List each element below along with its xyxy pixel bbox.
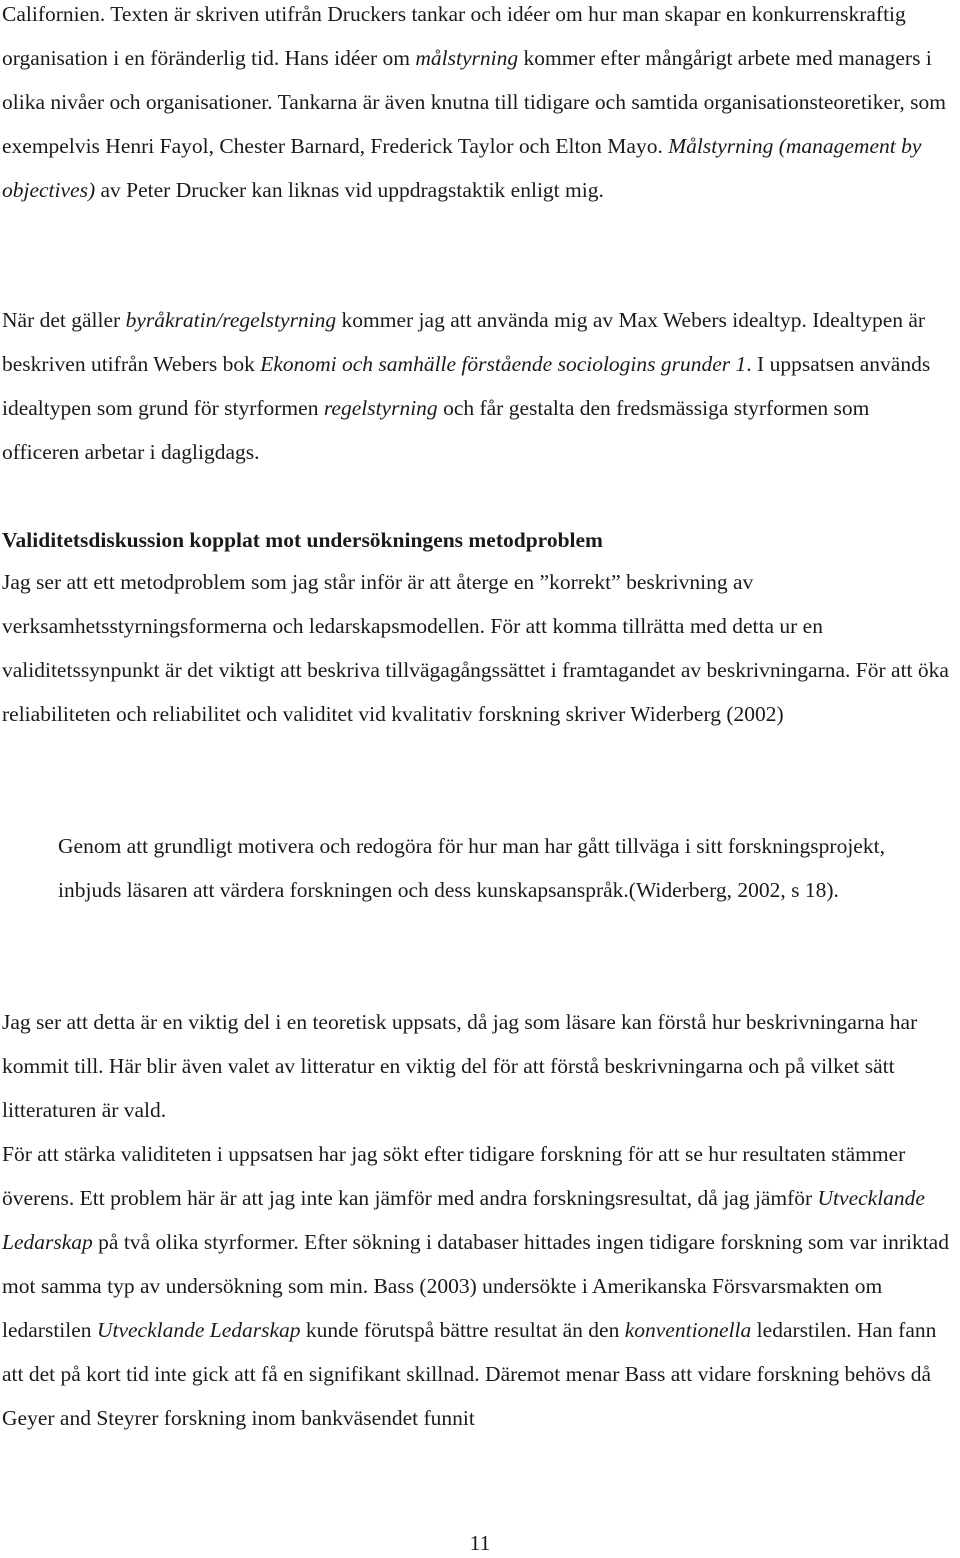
italic-term-byrakratin: byråkratin/regelstyrning bbox=[125, 308, 337, 332]
text-segment: För att stärka validiteten i uppsatsen har jag sökt efter tidigare forskning för att se hur resultaten stämmer överens. Ett problem här är att jag inte kan jämför med andra forskningsresultat, då jag jämför bbox=[2, 1142, 906, 1210]
italic-book-title: Ekonomi och samhälle förstående sociologins grunder 1 bbox=[260, 352, 747, 376]
paragraph-byrakrati-regelstyrning bbox=[2, 298, 950, 474]
text-segment: på två olika styrformer. Efter sökning i databaser hittades ingen tidigare forskning som var inriktad mot samma typ av undersökning som min. Bass (2003) undersökte i Amerikanska Försvarsmakten om ledarstilen bbox=[2, 1230, 949, 1342]
italic-term-utvecklande-ledarskap: Utvecklande Ledarskap bbox=[2, 1186, 925, 1254]
text-segment: och får gestalta den fredsmässiga styrformen som officeren arbetar i dagligdags. bbox=[2, 396, 870, 464]
paragraph-validitet-forskning bbox=[2, 1132, 950, 1440]
italic-term-konventionella: konventionella bbox=[624, 1318, 752, 1342]
page-number: 11 bbox=[469, 1531, 491, 1555]
paragraph-metodproblem: Jag ser att ett metodproblem som jag står inför är att återge en ”korrekt” beskrivning av verksamhetsstyrningsformerna och ledarskapsmodellen. För att komma tillrätta med detta ur en validitetssynpunkt är det viktigt att beskriva tillvägagångssättet i framtagandet av beskrivningarna. För att öka reliabiliteten och reliabilitet och validitet vid kvalitativ forskning skriver Widerberg (2002) bbox=[2, 570, 949, 726]
text-segment: När det gäller bbox=[2, 308, 126, 332]
text-segment: ledarstilen. Han fann att det på kort tid inte gick att få en signifikant skillnad. Däremot menar Bass att vidare forskning behövs då Geyer and Steyrer forskning inom bankväsendet funnit bbox=[2, 1318, 937, 1430]
italic-term-regelstyrning: regelstyrning bbox=[323, 396, 438, 420]
text-segment: kommer jag att använda mig av Max Webers idealtyp. Idealtypen är beskriven utifrån Webers bok bbox=[2, 308, 926, 376]
italic-term-management-by-objectives: Målstyrning (management by objectives) bbox=[2, 134, 922, 202]
text-segment: . I uppsatsen används idealtypen som grund för styrformen bbox=[2, 352, 931, 420]
italic-term-utvecklande-ledarskap: Utvecklande Ledarskap bbox=[96, 1318, 301, 1342]
paragraph-druckers-malstyrning bbox=[2, 0, 950, 212]
text-segment: kommer efter mångårigt arbete med managers i olika nivåer och organisationer. Tankarna är även knutna till tidigare och samtida organisationsteoretiker, som exempelvis Henri Fayol, Chester Barnard, Frederick Taylor och Elton Mayo. bbox=[2, 46, 946, 158]
text-segment: kunde förutspå bättre resultat än den bbox=[300, 1318, 625, 1342]
italic-term-malstyrning: målstyrning bbox=[415, 46, 519, 70]
text-segment: Californien. Texten är skriven utifrån Druckers tankar och idéer om hur man skapar en konkurrenskraftig organisation i en föränderlig tid. Hans idéer om bbox=[2, 2, 906, 70]
text-segment: av Peter Drucker kan liknas vid uppdragstaktik enligt mig. bbox=[95, 178, 604, 202]
block-quote-widerberg: Genom att grundligt motivera och redogöra för hur man har gått tillväga i sitt forskningsprojekt, inbjuds läsaren att värdera forskningen och dess kunskapsanspråk.(Widerberg, 2002, s 18). bbox=[58, 834, 885, 902]
paragraph-teoretisk-uppsats: Jag ser att detta är en viktig del i en teoretisk uppsats, då jag som läsare kan förstå hur beskrivningarna har kommit till. Här blir även valet av litteratur en viktig del för att förstå beskrivningarna och på vilket sätt litteraturen är vald. bbox=[2, 1010, 918, 1122]
section-heading: Validitetsdiskussion kopplat mot undersökningens metodproblem bbox=[2, 528, 603, 552]
